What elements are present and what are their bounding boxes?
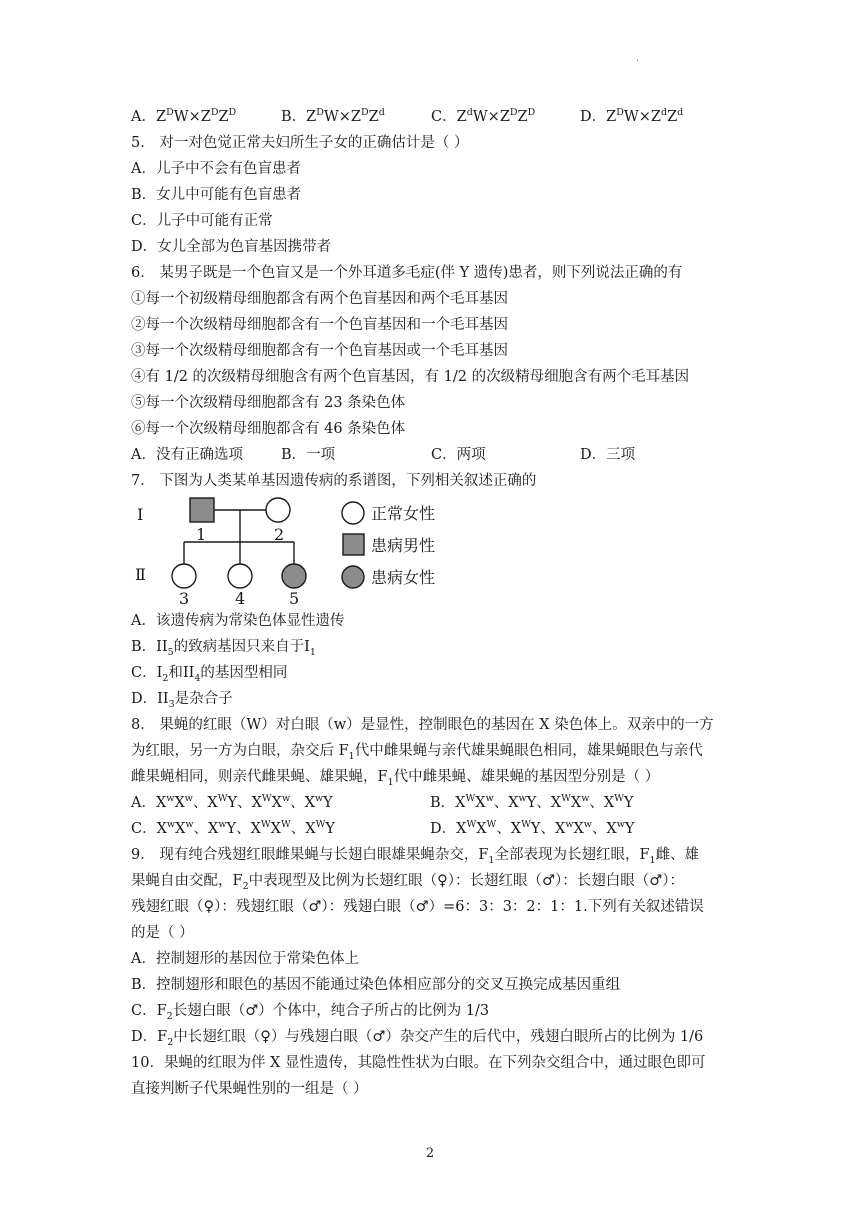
generation-1-label: I	[137, 505, 144, 524]
legend-affected-female: 患病女性	[371, 568, 436, 587]
legend-affected-female-symbol	[342, 566, 364, 588]
q4-option-a: A．$Z^DW\times Z^DZ^D$	[131, 107, 237, 125]
q6-option-d: D．三项	[580, 447, 636, 463]
q5-option-d: D．女儿全部为色盲基因携带者	[131, 239, 332, 255]
individual-4-label: 4	[235, 589, 246, 606]
q9-option-a: A．控制翅形的基因位于常染色体上	[131, 951, 359, 967]
legend-normal-female-symbol	[342, 502, 364, 524]
q5-option-b: B．女儿中可能有色盲患者	[131, 187, 302, 203]
q7-option-a: A．该遗传病为常染色体显性遗传	[131, 613, 345, 629]
individual-1-label: 1	[196, 525, 207, 544]
q6-item-4: ④有 1/2 的次级精母细胞含有两个色盲基因，有 1/2 的次级精母细胞含有两个毛耳基因	[131, 369, 690, 385]
q8-option-c: C．$X^wX^w$、$X^wY$、$X^WX^W$、$X^WY$	[131, 819, 335, 837]
q8-option-a: A．$X^wX^w$、$X^WY$、$X^WX^w$、$X^wY$	[131, 793, 333, 811]
q10-stem-line-2: 直接判断子代果蝇性别的一组是（ ）	[131, 1081, 368, 1097]
q9-stem-line-4: 的是（ ）	[131, 925, 194, 941]
q7-option-c: C．$I_2$和$II_4$的基因型相同	[131, 665, 288, 684]
q7-option-d: D．$II_3$是杂合子	[131, 691, 233, 710]
individual-1-affected-male	[190, 498, 214, 522]
header-mark: ·	[636, 56, 640, 67]
legend-normal-female: 正常女性	[371, 504, 436, 523]
q6-item-1: ①每一个初级精母细胞都含有两个色盲基因和两个毛耳基因	[131, 291, 508, 307]
individual-2-label: 2	[274, 525, 285, 544]
individual-3-label: 3	[179, 589, 190, 606]
q6-item-5: ⑤每一个次级精母细胞都含有 23 条染色体	[131, 395, 406, 411]
generation-2-label: Ⅱ	[135, 565, 146, 584]
q8-stem-line-2: 为红眼，另一方为白眼，杂交后 $F_1$代中雌果蝇与亲代雄果蝇眼色相同，雄果蝇眼色与亲代	[131, 743, 703, 762]
pedigree-diagram	[131, 496, 461, 606]
legend-affected-male: 患病男性	[371, 536, 436, 555]
q9-stem-line-1: 9． 现有纯合残翅红眼雌果蝇与长翅白眼雄果蝇杂交，$F_1$全部表现为长翅红眼，$F_1$雌、雄	[131, 847, 700, 866]
q9-stem-line-2: 果蝇自由交配，$F_2$中表现型及比例为长翅红眼（♀）：长翅红眼（♂）：长翅白眼（♂）：	[131, 873, 684, 892]
q8-option-d: D．$X^WX^W$、$X^WY$、$X^wX^w$、$X^wY$	[430, 819, 635, 837]
q7-stem: 7． 下图为人类某单基因遗传病的系谱图，下列相关叙述正确的	[131, 473, 537, 489]
individual-2-normal-female	[266, 498, 290, 522]
q9-option-c: C．$F_2$长翅白眼（♂）个体中，纯合子所占的比例为 1/3	[131, 1003, 490, 1022]
q6-item-6: ⑥每一个次级精母细胞都含有 46 条染色体	[131, 421, 406, 437]
legend-affected-male-symbol	[343, 534, 364, 555]
q4-option-d: D．$Z^DW\times Z^dZ^d$	[580, 107, 684, 125]
q6-option-c: C．两项	[431, 447, 486, 463]
q6-item-3: ③每一个次级精母细胞都含有一个色盲基因或一个毛耳基因	[131, 343, 508, 359]
q9-option-d: D．$F_2$中长翅红眼（♀）与残翅白眼（♂）杂交产生的后代中，残翅白眼所占的比例为 1/6	[131, 1029, 704, 1048]
individual-4-normal-female	[228, 564, 252, 588]
q4-option-b: B．$Z^DW\times Z^DZ^d$	[281, 107, 385, 125]
q5-option-a: A．儿子中不会有色盲患者	[131, 161, 301, 177]
q6-stem: 6． 某男子既是一个色盲又是一个外耳道多毛症(伴 Y 遗传)患者，则下列说法正确的有	[131, 265, 683, 281]
q5-option-c: C．儿子中可能有正常	[131, 213, 273, 229]
q4-option-c: C．$Z^dW\times Z^DZ^D$	[431, 107, 536, 125]
individual-5-affected-female	[282, 564, 306, 588]
q5-stem: 5． 对一对色觉正常夫妇所生子女的正确估计是（ ）	[131, 135, 469, 151]
q8-stem-line-3: 雌果蝇相同，则亲代雌果蝇、雄果蝇，$F_1$代中雌果蝇、雄果蝇的基因型分别是（ ）	[131, 769, 660, 788]
q10-stem-line-1: 10．果蝇的红眼为伴 X 显性遗传，其隐性性状为白眼。在下列杂交组合中，通过眼色即可	[131, 1055, 706, 1071]
q8-stem-line-1: 8． 果蝇的红眼（W）对白眼（w）是显性，控制眼色的基因在 X 染色体上。双亲中的一方	[131, 717, 714, 733]
q6-option-a: A．没有正确选项	[131, 447, 243, 463]
q7-option-b: B．$II_5$的致病基因只来自于$I_1$	[131, 639, 316, 658]
q6-option-b: B．一项	[281, 447, 336, 463]
q8-option-b: B．$X^WX^w$、$X^wY$、$X^WX^w$、$X^WY$	[430, 793, 634, 811]
individual-3-normal-female	[172, 564, 196, 588]
page-number: 2	[425, 1146, 435, 1161]
q9-stem-line-3: 残翅红眼（♀）：残翅红眼（♂）：残翅白眼（♂）=6：3：3：2：1：1.下列有关叙述错误	[131, 899, 704, 915]
q9-option-b: B．控制翅形和眼色的基因不能通过染色体相应部分的交叉互换完成基因重组	[131, 977, 621, 993]
q6-item-2: ②每一个次级精母细胞都含有一个色盲基因和一个毛耳基因	[131, 317, 508, 333]
individual-5-label: 5	[289, 589, 300, 606]
